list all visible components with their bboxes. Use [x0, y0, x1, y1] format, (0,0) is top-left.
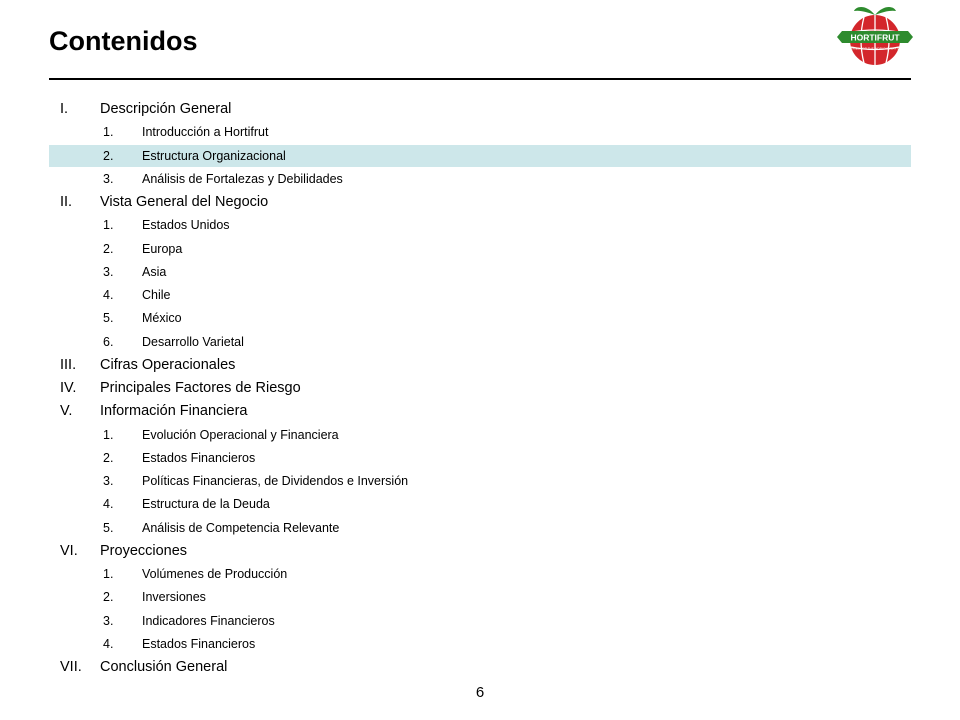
- toc-item-number: 5.: [103, 311, 114, 326]
- toc-subsection: [49, 493, 911, 515]
- toc-item-label: Proyecciones: [100, 542, 188, 559]
- toc-item-number: 4.: [103, 636, 114, 651]
- toc-subsection: [49, 238, 911, 260]
- toc-item-label: Chile: [142, 288, 171, 302]
- toc-section: [49, 656, 911, 678]
- toc-subsection: [49, 331, 911, 353]
- toc-subsection: [49, 517, 911, 539]
- toc-item-number: 3.: [103, 171, 114, 186]
- toc-section: [49, 400, 911, 422]
- toc-subsection: [49, 307, 911, 329]
- toc-item-number: 4.: [103, 497, 114, 512]
- toc-section: [49, 354, 911, 376]
- toc-item-label: Asia: [142, 264, 167, 279]
- toc-subsection: [49, 424, 911, 446]
- toc-item-label: Conclusión General: [100, 659, 228, 675]
- toc-item-number: 1.: [103, 567, 114, 581]
- toc-item-number: 4.: [103, 288, 114, 302]
- toc-item-label: Descripción General: [100, 101, 232, 117]
- toc-subsection: [49, 145, 911, 167]
- toc-subsection: [49, 586, 911, 608]
- toc-item-number: V.: [60, 403, 73, 420]
- toc-item-number: 3.: [103, 613, 114, 628]
- toc-subsection: [49, 610, 911, 632]
- toc-subsection: [49, 563, 911, 585]
- toc-item-number: III.: [60, 356, 77, 373]
- toc-section: [49, 191, 911, 213]
- toc-item-label: Introducción a Hortifrut: [142, 125, 269, 140]
- toc-item-number: 5.: [103, 520, 114, 535]
- toc-item-label: Principales Factores de Riesgo: [100, 380, 301, 396]
- toc-item-number: 2.: [103, 241, 114, 256]
- toc-item-label: Inversiones: [142, 590, 206, 605]
- toc-item-number: 1.: [103, 125, 114, 140]
- toc-item-label: Estructura Organizacional: [142, 148, 286, 163]
- toc-subsection: [49, 121, 911, 143]
- toc-item-label: Europa: [142, 241, 183, 256]
- toc-subsection: [49, 284, 911, 306]
- toc-item-label: Estados Unidos: [142, 218, 230, 233]
- toc-item-number: VI.: [60, 542, 78, 559]
- toc-subsection: [49, 633, 911, 655]
- toc-item-label: Análisis de Competencia Relevante: [142, 520, 340, 535]
- toc-item-label: Evolución Operacional y Financiera: [142, 427, 339, 442]
- toc-item-number: II.: [60, 194, 73, 210]
- toc-item-number: VII.: [60, 659, 82, 675]
- toc-subsection: [49, 261, 911, 283]
- toc-item-label: Estructura de la Deuda: [142, 497, 270, 512]
- toc-item-number: IV.: [60, 380, 77, 396]
- toc-subsection: [49, 214, 911, 236]
- toc-section: [49, 377, 911, 399]
- toc-item-label: Indicadores Financieros: [142, 613, 275, 628]
- logo-wordmark: HORTIFRUT: [850, 32, 900, 43]
- toc-item-number: I.: [60, 101, 69, 117]
- toc-section: [49, 98, 911, 120]
- toc-subsection: [49, 168, 911, 190]
- toc-item-number: 2.: [103, 450, 114, 465]
- toc-item-label: Políticas Financieras, de Dividendos e Inversión: [142, 474, 409, 488]
- toc-item-number: 1.: [103, 427, 114, 442]
- toc-item-label: Volúmenes de Producción: [142, 567, 288, 581]
- toc-item-label: Estados Financieros: [142, 450, 256, 465]
- toc-item-label: Información Financiera: [100, 403, 248, 420]
- toc-item-label: Desarrollo Varietal: [142, 334, 244, 349]
- toc-item-number: 2.: [103, 148, 114, 163]
- logo-tagline: BERRIES FOR THE WORLD EVERY DAY: [846, 46, 904, 51]
- toc-item-number: 3.: [103, 264, 114, 279]
- toc-item-label: Vista General del Negocio: [100, 194, 269, 210]
- toc-item-label: Análisis de Fortalezas y Debilidades: [142, 171, 343, 186]
- toc-item-label: Cifras Operacionales: [100, 356, 236, 373]
- toc-item-label: México: [142, 311, 182, 326]
- toc-item-number: 1.: [103, 218, 114, 233]
- toc-subsection: [49, 447, 911, 469]
- page-title: Contenidos: [49, 26, 198, 56]
- toc-section: [49, 540, 911, 562]
- toc-item-number: 2.: [103, 590, 114, 605]
- toc-subsection: [49, 470, 911, 492]
- toc-item-label: Estados Financieros: [142, 636, 256, 651]
- page-number: 6: [475, 684, 485, 701]
- toc-item-number: 6.: [103, 334, 114, 349]
- toc-item-number: 3.: [103, 474, 114, 488]
